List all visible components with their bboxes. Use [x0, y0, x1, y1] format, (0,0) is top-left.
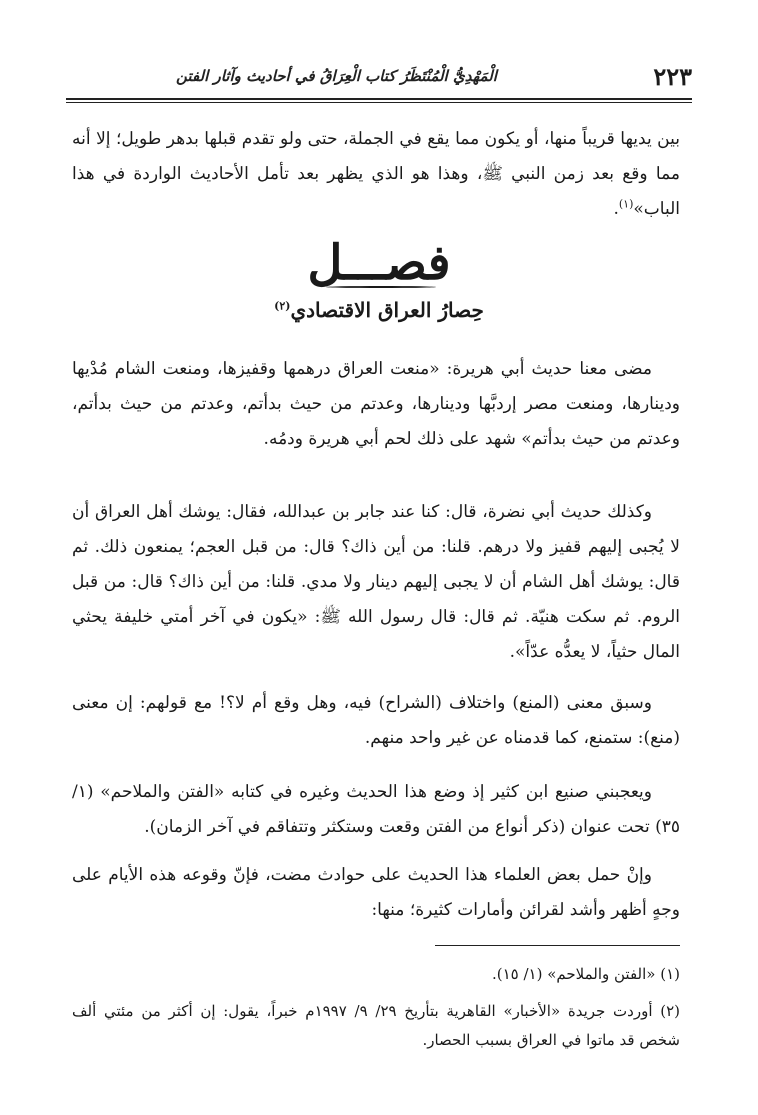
section-heading [0, 292, 758, 328]
footnote-2: (٢) أوردت جريدة «الأخبار» القاهرية بتأريخ ٢٩/ ٩/ ١٩٩٧م خبراً، يقول: إن أكثر من مئتي ألف شخص قد ماتوا في العراق بسبب الحصار. [72, 1002, 681, 1049]
section-heading-text: حِصارُ العراق الاقتصادي [290, 298, 484, 322]
paragraph-text: وإنْ حمل بعض العلماء هذا الحديث على حوادث مضت، فإنّ وقوعه هذه الأيام على وجهٍ أظهر وأشد لقرائن وأمارات كثيرة؛ منها: [72, 865, 680, 920]
fasl-flourish [326, 286, 436, 288]
paragraph-text: مضى معنا حديث أبي هريرة: «منعت العراق درهمها وقفيزها، ومنعت الشام مُدْيها ودينارها، ومنعت مصر إردبَّها ودينارها، وعدتم من حيث بدأتم، وعدتم من حيث بدأتم، وعدتم من حيث بدأتم» شهد على ذلك لحم أبي هريرة ودمُه. [72, 359, 680, 449]
footnotes [72, 960, 680, 1063]
intro-end: . [613, 199, 619, 219]
footnote-ref-2: (٢) [274, 299, 291, 313]
paragraph-text: ويعجبني صنيع ابن كثير إذ وضع هذا الحديث وغيره في كتابه «الفتن والملاحم» (١/ ٣٥) تحت عنوان (ذكر أنواع من الفتن وقعت وستكثر وتتفاقم في آخر الزمان). [72, 782, 680, 837]
page-header [66, 56, 692, 96]
header-rule [66, 98, 692, 100]
intro-paragraph [72, 122, 680, 227]
header-rule-thin [66, 102, 692, 103]
footnote-separator [435, 945, 680, 946]
paragraph [72, 495, 680, 670]
paragraph-text: وكذلك حديث أبي نضرة، قال: كنا عند جابر بن عبدالله، فقال: يوشك أهل العراق أن لا يُجبى إليهم قفيز ولا درهم. قلنا: من أين ذاك؟ قال: من قبل العجم؛ يمنعون ذلك. ثم قال: يوشك أهل الشام أن لا يجبى إليهم دينار ولا مدي. قلنا: من أين ذاك؟ قال: من قبل الروم. ثم سكت هنيّة. ثم قال: قال رسول الله ﷺ: «يكون في آخر أمتي خليفة يحثي المال حثياً، لا يعدُّه عدّاً». [72, 502, 680, 662]
fasl-title: فصـــل [307, 235, 451, 291]
paragraph-text: وسبق معنى (المنع) واختلاف (الشراح) فيه، وهل وقع أم لا؟! مع قولهم: إن معنى (منع): ستمنع، كما قدمناه عن غير واحد منهم. [72, 693, 680, 748]
page-number: ٢٢٣ [653, 61, 692, 91]
intro-text: بين يديها قريباً منها، أو يكون مما يقع في الجملة، حتى ولو تقدم قبلها بدهر طويل؛ إلا أنه مما وقع بعد زمن النبي ﷺ، وهذا هو الذي يظهر بعد تأمل الأحاديث الواردة في هذا الباب» [72, 129, 680, 219]
footnote-1: (١) «الفتن والملاحم» (١/ ١٥). [491, 965, 680, 983]
paragraph [72, 775, 680, 845]
running-title: الْمَهْدِيُّ الْمُنْتَظَرُ كتاب الْعِرَاقُ في أحاديث وآثار الفتن [176, 67, 497, 85]
footnote-ref-1: (١) [618, 197, 634, 211]
paragraph [72, 858, 680, 928]
paragraph [72, 352, 680, 457]
paragraph [72, 686, 680, 756]
